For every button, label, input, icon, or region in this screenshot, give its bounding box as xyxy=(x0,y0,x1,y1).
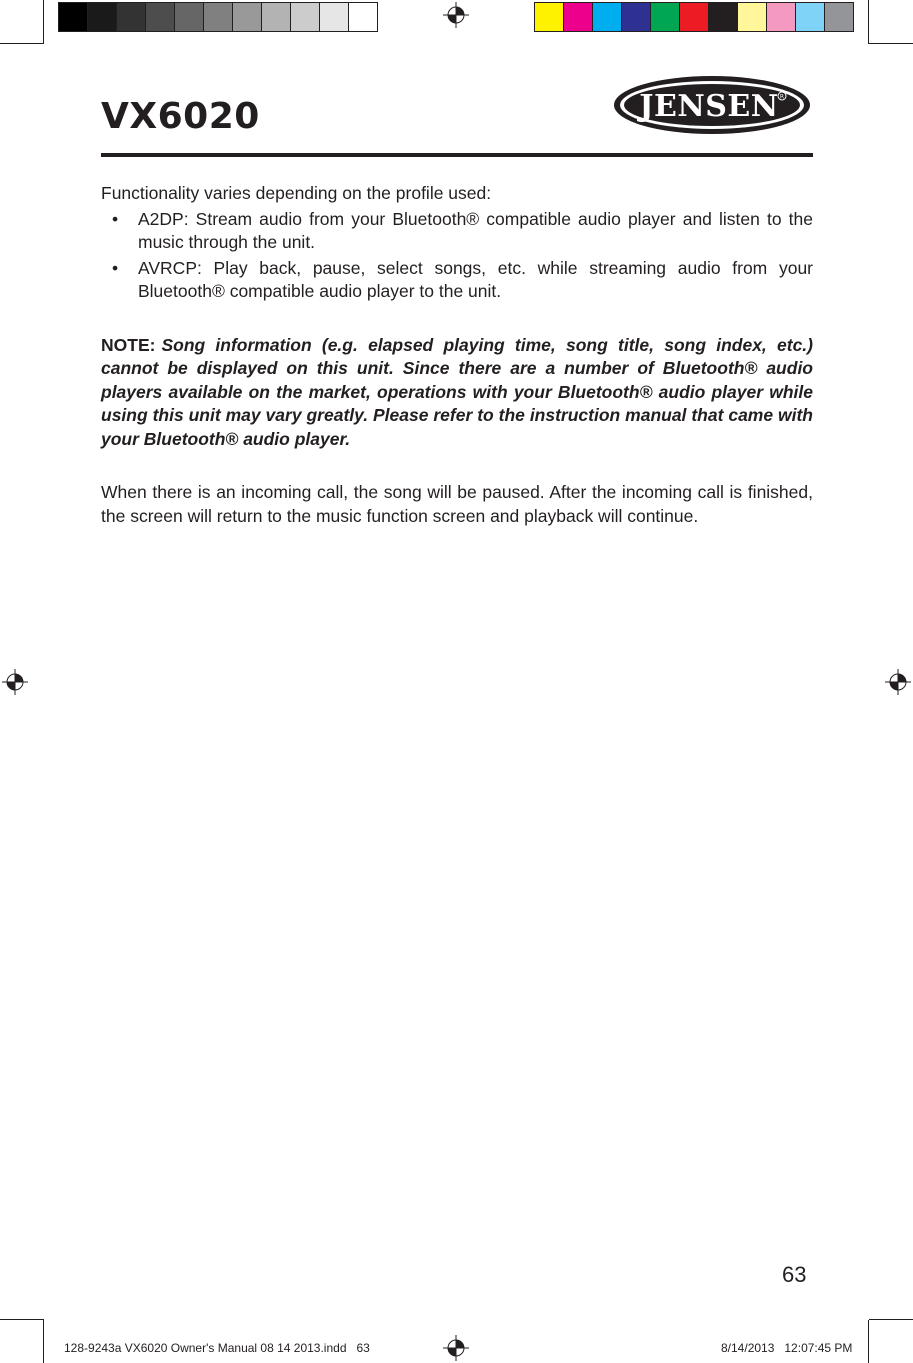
crop-mark xyxy=(43,0,44,44)
crop-mark xyxy=(868,1320,869,1363)
color-swatch xyxy=(593,3,622,31)
color-swatch xyxy=(233,3,262,31)
page-content xyxy=(101,182,813,528)
registration-mark-icon xyxy=(443,2,469,28)
header-rule xyxy=(101,153,813,157)
color-swatch xyxy=(825,3,853,31)
list-item: • AVRCP: Play back, pause, select songs, etc. while streaming audio from your Bluetooth® compatible audio player to the unit. xyxy=(112,257,813,301)
grayscale-color-bar xyxy=(58,2,378,32)
note-paragraph xyxy=(101,334,813,452)
color-swatch xyxy=(291,3,320,31)
color-swatch xyxy=(320,3,349,31)
page-number: 63 xyxy=(782,1262,807,1287)
profile-list xyxy=(101,208,813,304)
intro-text: Functionality varies depending on the profile used: xyxy=(101,183,492,203)
crop-mark xyxy=(868,0,869,44)
color-swatch xyxy=(535,3,564,31)
crop-mark xyxy=(869,43,913,44)
print-slug-date: 8/14/2013 12:07:45 PM xyxy=(721,1341,853,1355)
color-swatch xyxy=(349,3,377,31)
color-swatch xyxy=(796,3,825,31)
list-item-text: A2DP: Stream audio from your Bluetooth® compatible audio player and listen to the music through the unit. xyxy=(138,208,813,252)
color-swatch xyxy=(738,3,767,31)
color-swatch xyxy=(651,3,680,31)
crop-mark xyxy=(0,43,44,44)
crop-mark xyxy=(0,1319,44,1320)
color-swatch xyxy=(622,3,651,31)
jensen-logo xyxy=(612,74,812,136)
registration-mark-icon xyxy=(2,669,28,695)
list-item-text: AVRCP: Play back, pause, select songs, etc. while streaming audio from your Bluetooth® compatible audio player to the unit. xyxy=(138,257,813,301)
color-swatch xyxy=(146,3,175,31)
registration-mark-icon xyxy=(443,1335,469,1361)
note-label: NOTE: xyxy=(101,334,156,355)
color-swatch xyxy=(59,3,88,31)
incoming-call-paragraph: When there is an incoming call, the song will be paused. After the incoming call is finished, the screen will return to the music function screen and playback will continue. xyxy=(101,482,813,526)
process-color-bar xyxy=(534,2,854,32)
color-swatch xyxy=(175,3,204,31)
color-swatch xyxy=(564,3,593,31)
crop-mark xyxy=(43,1320,44,1363)
crop-mark xyxy=(869,1319,913,1320)
color-swatch xyxy=(262,3,291,31)
list-item: • A2DP: Stream audio from your Bluetooth® compatible audio player and listen to the music through the unit. xyxy=(112,208,813,252)
print-slug-file: 128-9243a VX6020 Owner's Manual 08 14 2013.indd 63 xyxy=(64,1341,370,1355)
brand-text: JENSEN xyxy=(639,89,779,124)
registration-mark-icon xyxy=(885,669,911,695)
color-swatch xyxy=(117,3,146,31)
color-swatch xyxy=(680,3,709,31)
color-swatch xyxy=(204,3,233,31)
model-title: VX6020 xyxy=(101,96,260,137)
svg-text:R: R xyxy=(779,93,785,101)
color-swatch xyxy=(88,3,117,31)
note-text: Song information (e.g. elapsed playing time, song title, song index, etc.) cannot be displayed on this unit. Since there are a number of Bluetooth® audio players available on the market, operations with your Bluetooth® audio player while using this unit may vary greatly. Please refer to the instruction manual that came with your Bluetooth® audio player. xyxy=(101,334,813,449)
color-swatch xyxy=(767,3,796,31)
color-swatch xyxy=(709,3,738,31)
